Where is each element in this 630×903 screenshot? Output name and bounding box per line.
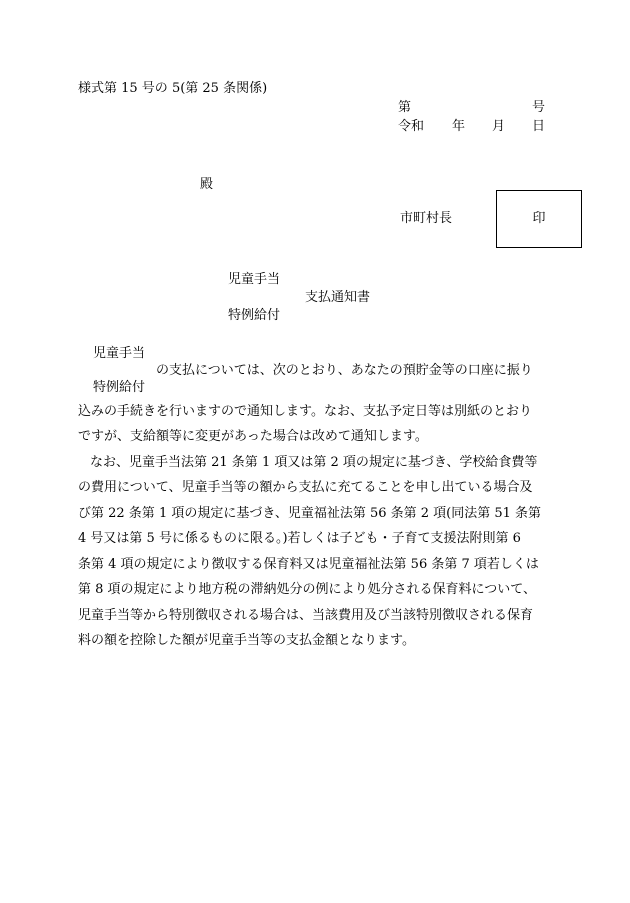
date-day-label: 日 [532, 119, 546, 134]
title-option-special-benefit: 特例給付 [228, 308, 281, 323]
seal-label: 印 [532, 211, 546, 226]
body-p2-line: び第 22 条第 1 項の規定に基づき、児童福祉法第 56 条第 2 項(同法第 51 条第 [78, 506, 542, 521]
body-p2-line: の費用について、児童手当等の額から支払に充てることを申し出ている場合及 [78, 480, 533, 495]
document-title: 支払通知書 [305, 290, 371, 305]
body-line-3: ですが、支給額等に変更があった場合は改めて通知します。 [78, 429, 428, 444]
body-option-child-allowance: 児童手当 [93, 346, 146, 361]
date-year-label: 年 [452, 119, 466, 134]
body-p2-line: 料の額を控除した額が児童手当等の支払金額となります。 [78, 633, 415, 648]
body-p2-line: なお、児童手当法第 21 条第 1 項又は第 2 項の規定に基づき、学校給食費等 [90, 455, 538, 470]
issuer-title: 市町村長 [400, 211, 453, 226]
body-line-2: 込みの手続きを行いますので通知します。なお、支払予定日等は別紙のとおり [78, 404, 532, 419]
date-month-label: 月 [492, 119, 506, 134]
number-suffix: 号 [532, 100, 546, 115]
addressee-honorific: 殿 [200, 177, 214, 192]
date-era: 令和 [398, 119, 425, 134]
seal-box [496, 190, 582, 248]
body-p2-line: 児童手当等から特別徴収される場合は、当該費用及び当該特別徴収される保育 [78, 608, 534, 623]
body-option-special-benefit: 特例給付 [93, 380, 146, 395]
title-option-child-allowance: 児童手当 [228, 272, 281, 287]
body-p2-line: 4 号又は第 5 号に係るものに限る。)若しくは子ども・子育て支援法附則第 6 [78, 531, 521, 546]
body-line-1: の支払については、次のとおり、あなたの預貯金等の口座に振り [156, 363, 533, 378]
body-p2-line: 第 8 項の規定により地方税の滞納処分の例により処分される保育料について、 [78, 582, 537, 597]
number-prefix: 第 [398, 100, 412, 115]
body-p2-line: 条第 4 項の規定により徴収する保育料又は児童福祉法第 56 条第 7 項若しくは [78, 557, 539, 572]
form-number: 様式第 15 号の 5(第 25 条関係) [78, 81, 268, 96]
